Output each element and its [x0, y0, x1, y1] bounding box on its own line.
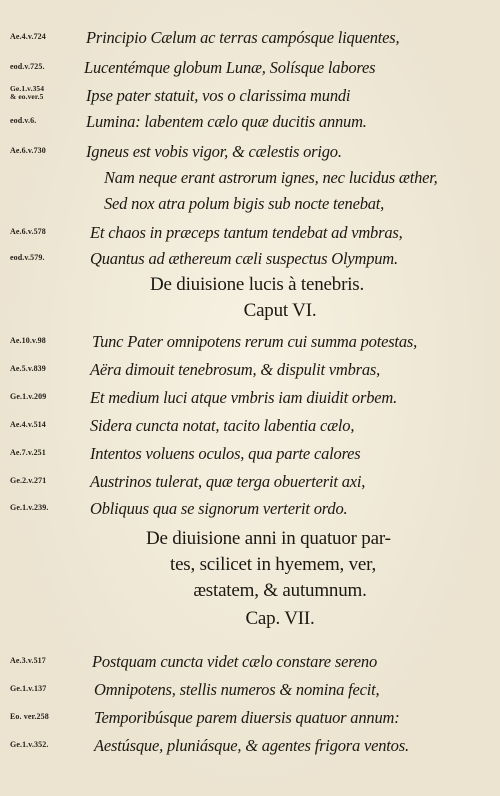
verse-line — [0, 84, 500, 108]
verse-text: Ipse pater statuit, vos o clarissima mundi — [86, 86, 351, 105]
verse-text: Principio Cælum ac terras campósque liquentes, — [86, 28, 400, 47]
verse-text: Aestúsque, pluniásque, & agentes frigora ventos. — [94, 736, 409, 755]
verse-line — [0, 247, 500, 271]
verse-text: Sidera cuncta notat, tacito labentia cælo, — [90, 416, 355, 435]
verse-text: Tunc Pater omnipotens rerum cui summa potestas, — [92, 332, 418, 351]
margin-reference: Ge.1.v.354 & eo.ver.5 — [10, 84, 45, 101]
verse-text: Intentos voluens oculos, qua parte calores — [90, 444, 361, 463]
margin-reference: Ae.4.v.724 — [10, 32, 46, 41]
margin-reference: Ae.5.v.839 — [10, 364, 46, 373]
verse-line — [0, 386, 500, 410]
verse-line — [0, 140, 500, 164]
verse-text: Et chaos in præceps tantum tendebat ad vmbras, — [90, 223, 403, 242]
margin-reference: Ae.10.v.98 — [10, 336, 46, 345]
verse-line — [0, 678, 500, 702]
verse-line — [0, 26, 500, 50]
margin-reference: Ae.7.v.251 — [10, 448, 46, 457]
verse-text: Lucentémque globum Lunæ, Solísque labores — [84, 58, 376, 77]
verse-text: Postquam cuncta videt cælo constare sereno — [92, 652, 378, 671]
margin-reference: Eo. ver.258 — [10, 712, 49, 721]
verse-text: Nam neque erant astrorum ignes, nec lucidus æther, — [104, 168, 438, 187]
verse-line — [0, 56, 500, 80]
margin-reference: Ge.1.v.239. — [10, 503, 49, 512]
chapter-title-line: æstatem, & autumnum. — [193, 580, 367, 601]
verse-text: Quantus ad æthereum cæli suspectus Olympum. — [90, 249, 398, 268]
margin-reference: Ae.6.v.578 — [10, 227, 46, 236]
chapter-number: Caput VI. — [243, 300, 317, 321]
verse-line — [0, 358, 500, 382]
chapter-title-line: tes, scilicet in hyemem, ver, — [170, 554, 377, 575]
margin-reference: eod.v.725. — [10, 62, 45, 71]
verse-text: Sed nox atra polum bigis sub nocte tenebat, — [104, 194, 385, 213]
margin-reference: eod.v.6. — [10, 116, 37, 125]
verse-line — [0, 110, 500, 134]
verse-line — [0, 330, 500, 354]
verse-text: Aëra dimouit tenebrosum, & dispulit vmbras, — [90, 360, 381, 379]
verse-text: Et medium luci atque vmbris iam diuidit orbem. — [90, 388, 398, 407]
chapter-title-line: De diuisione anni in quatuor par- — [146, 528, 391, 549]
verse-text: Omnipotens, stellis numeros & nomina fecit, — [94, 680, 380, 699]
verse-text: Lumina: labentem cælo quæ ducitis annum. — [86, 112, 367, 131]
verse-text: Temporibúsque parem diuersis quatuor annum: — [94, 708, 400, 727]
verse-text: Igneus est vobis vigor, & cælestis origo. — [86, 142, 342, 161]
margin-reference: Ae.4.v.514 — [10, 420, 46, 429]
chapter-title: De diuisione lucis à tenebris. — [150, 274, 365, 295]
verse-line — [0, 734, 500, 758]
verse-line — [0, 442, 500, 466]
verse-text: Austrinos tulerat, quæ terga obuerterit axi, — [90, 472, 366, 491]
verse-line — [0, 221, 500, 245]
chapter-number: Cap. VII. — [245, 608, 315, 629]
verse-line — [0, 166, 500, 190]
verse-text: Obliquus qua se signorum verterit ordo. — [90, 499, 348, 518]
margin-reference: eod.v.579. — [10, 253, 45, 262]
verse-line — [0, 497, 500, 521]
verse-line — [0, 650, 500, 674]
verse-line — [0, 706, 500, 730]
margin-reference: Ae.6.v.730 — [10, 146, 46, 155]
margin-reference: Ge.2.v.271 — [10, 476, 47, 485]
verse-line — [0, 414, 500, 438]
margin-reference: Ae.3.v.517 — [10, 656, 46, 665]
verse-line — [0, 470, 500, 494]
margin-reference: Ge.1.v.209 — [10, 392, 47, 401]
margin-reference: Ge.1.v.352. — [10, 740, 49, 749]
margin-reference: Ge.1.v.137 — [10, 684, 47, 693]
verse-line — [0, 192, 500, 216]
